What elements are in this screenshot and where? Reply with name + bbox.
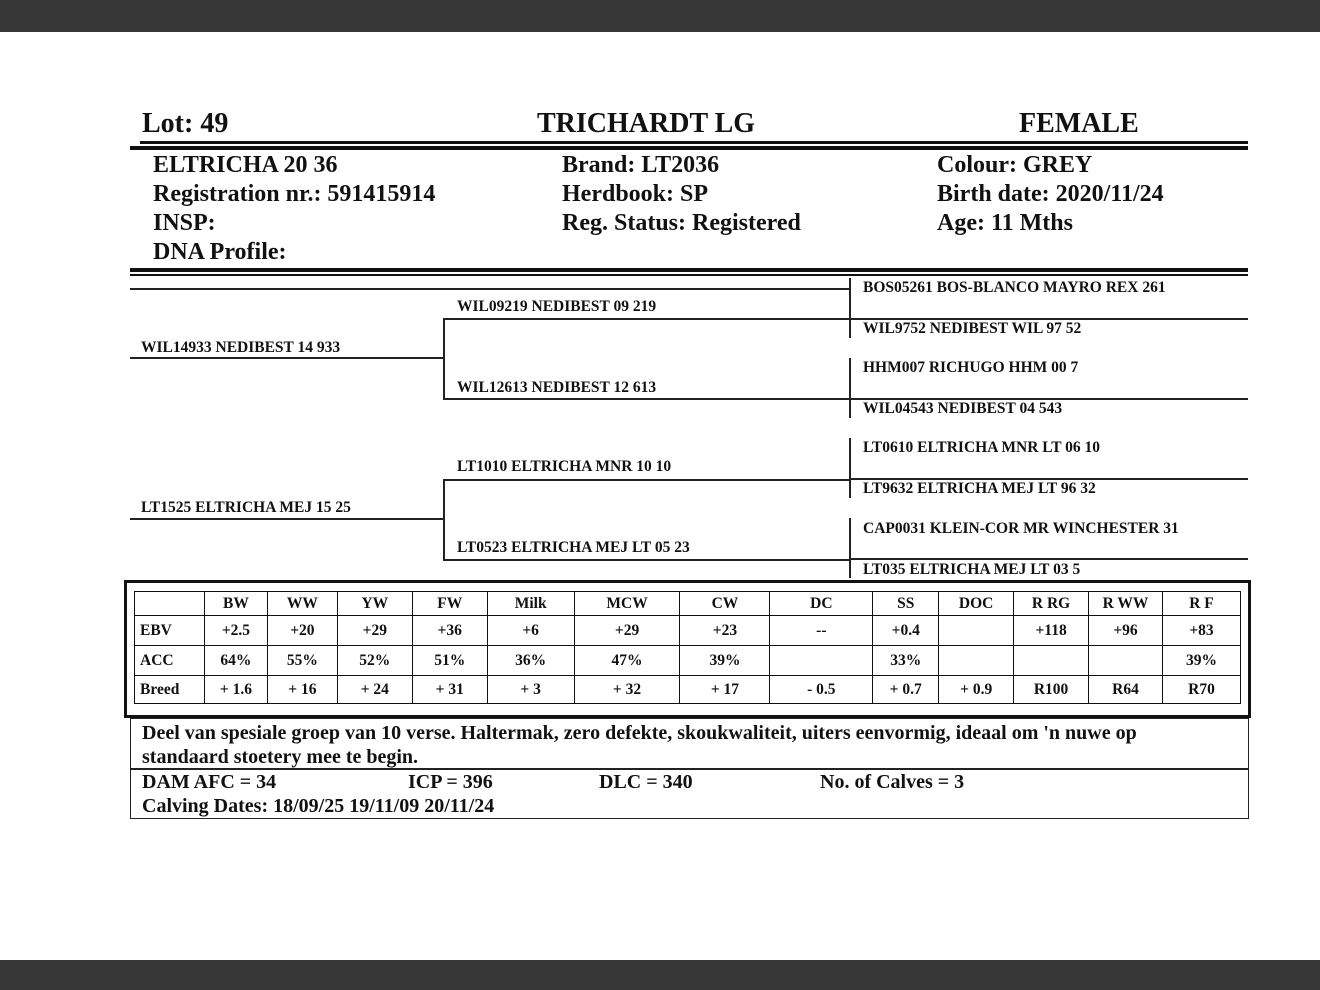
breed-cell: R100 — [1014, 676, 1089, 704]
breed-cell: R70 — [1162, 676, 1240, 704]
ebv-row-label: EBV — [135, 616, 205, 646]
acc-cell: 33% — [873, 646, 939, 676]
dam-name: LT1525 ELTRICHA MEJ 15 25 — [141, 499, 351, 516]
info-rule-2 — [130, 274, 1248, 276]
ped-dam-connector — [443, 479, 445, 560]
ped-sire-connector — [443, 318, 445, 399]
ebv-cell: +96 — [1089, 616, 1163, 646]
ped-sire-line — [130, 357, 444, 359]
acc-row — [135, 646, 1241, 676]
ebv-cell: +0.4 — [873, 616, 939, 646]
breed-cell: + 1.6 — [204, 676, 267, 704]
colour-label: Colour: GREY — [937, 152, 1093, 178]
acc-cell — [770, 646, 873, 676]
acc-cell: 55% — [267, 646, 337, 676]
ped-sire-dam-line — [443, 398, 850, 400]
ped-ggp-line-4 — [849, 558, 1248, 560]
ebv-table — [134, 591, 1241, 704]
ebv-col-header: DOC — [939, 592, 1014, 616]
ggp-3: HHM007 RICHUGO HHM 00 7 — [863, 359, 1079, 376]
ebv-col-header: FW — [412, 592, 487, 616]
ebv-cell: +29 — [337, 616, 412, 646]
ebv-col-header: R RG — [1014, 592, 1089, 616]
ebv-header-row — [135, 592, 1241, 616]
ebv-cell: -- — [770, 616, 873, 646]
breed-row-label: Breed — [135, 676, 205, 704]
breeder-name: TRICHARDT LG — [537, 108, 756, 139]
ebv-cell: +118 — [1014, 616, 1089, 646]
acc-cell — [1014, 646, 1089, 676]
breed-cell: + 16 — [267, 676, 337, 704]
dam-sire-name: LT1010 ELTRICHA MNR 10 10 — [457, 458, 672, 475]
ebv-col-header: MCW — [574, 592, 680, 616]
calves-count: No. of Calves = 3 — [820, 771, 965, 793]
ggp-6: LT9632 ELTRICHA MEJ LT 96 32 — [863, 480, 1096, 497]
ebv-col-header: BW — [204, 592, 267, 616]
acc-cell — [939, 646, 1014, 676]
ebv-col-header: R F — [1162, 592, 1240, 616]
brand-label: Brand: LT2036 — [562, 152, 720, 178]
ebv-cell: +2.5 — [204, 616, 267, 646]
ebv-col-header: Milk — [487, 592, 574, 616]
ggp-5: LT0610 ELTRICHA MNR LT 06 10 — [863, 439, 1101, 456]
sire-name: WIL14933 NEDIBEST 14 933 — [141, 339, 341, 356]
ggp-7: CAP0031 KLEIN-COR MR WINCHESTER 31 — [863, 520, 1179, 537]
ped-sire-sire-line — [443, 318, 850, 320]
header-rule-2 — [130, 146, 1248, 150]
acc-cell: 39% — [680, 646, 770, 676]
ebv-col-header: SS — [873, 592, 939, 616]
calving-dates: Calving Dates: 18/09/25 19/11/09 20/11/24 — [142, 795, 495, 817]
age-label: Age: 11 Mths — [937, 210, 1073, 236]
ebv-cell: +83 — [1162, 616, 1240, 646]
ped-top-line — [130, 288, 850, 290]
ped-ggp-connector-2 — [849, 358, 851, 418]
breed-cell: - 0.5 — [770, 676, 873, 704]
ped-dam-sire-line — [443, 479, 850, 481]
ped-ggp-connector-1 — [849, 278, 851, 338]
ebv-cell — [939, 616, 1014, 646]
sire-sire-name: WIL09219 NEDIBEST 09 219 — [457, 298, 657, 315]
dlc-value: DLC = 340 — [599, 771, 693, 793]
acc-cell: 47% — [574, 646, 680, 676]
acc-cell: 51% — [412, 646, 487, 676]
ped-dam-dam-line — [443, 559, 850, 561]
acc-cell: 52% — [337, 646, 412, 676]
ebv-col-header: YW — [337, 592, 412, 616]
ebv-cell: +36 — [412, 616, 487, 646]
info-rule-1 — [130, 268, 1248, 272]
ggp-2: WIL9752 NEDIBEST WIL 97 52 — [863, 320, 1082, 337]
birth-date-label: Birth date: 2020/11/24 — [937, 181, 1164, 207]
acc-cell — [1089, 646, 1163, 676]
dam-afc: DAM AFC = 34 — [142, 771, 277, 793]
breed-cell: + 3 — [487, 676, 574, 704]
ggp-1: BOS05261 BOS-BLANCO MAYRO REX 261 — [863, 279, 1166, 296]
ebv-row — [135, 616, 1241, 646]
top-bar — [0, 0, 1320, 32]
lot-number: Lot: 49 — [142, 108, 229, 139]
sex-label: FEMALE — [1019, 108, 1139, 139]
ebv-cell: +29 — [574, 616, 680, 646]
breed-cell: + 0.9 — [939, 676, 1014, 704]
herdbook-label: Herdbook: SP — [562, 181, 709, 207]
ped-ggp-connector-3 — [849, 438, 851, 498]
ebv-cell: +23 — [680, 616, 770, 646]
comment-line-2: standaard stoetery mee te begin. — [142, 746, 419, 768]
icp-value: ICP = 396 — [408, 771, 493, 793]
breed-cell: + 31 — [412, 676, 487, 704]
ped-ggp-connector-4 — [849, 518, 851, 578]
ebv-col-header: WW — [267, 592, 337, 616]
comment-line-1: Deel van spesiale groep van 10 verse. Haltermak, zero defekte, skoukwaliteit, uiters eenvormig, ideaal om 'n nuwe op — [142, 722, 1137, 744]
breed-cell: + 0.7 — [873, 676, 939, 704]
ebv-col-header: DC — [770, 592, 873, 616]
reg-status-label: Reg. Status: Registered — [562, 210, 801, 236]
breed-cell: + 32 — [574, 676, 680, 704]
registration-number: Registration nr.: 591415914 — [153, 181, 436, 207]
bottom-bar — [0, 960, 1320, 990]
acc-cell: 36% — [487, 646, 574, 676]
acc-row-label: ACC — [135, 646, 205, 676]
ebv-cell: +20 — [267, 616, 337, 646]
dam-dam-name: LT0523 ELTRICHA MEJ LT 05 23 — [457, 539, 690, 556]
insp-label: INSP: — [153, 210, 216, 236]
animal-name: ELTRICHA 20 36 — [153, 152, 338, 178]
ggp-8: LT035 ELTRICHA MEJ LT 03 5 — [863, 561, 1081, 578]
breed-cell: R64 — [1089, 676, 1163, 704]
ebv-cell: +6 — [487, 616, 574, 646]
breed-row — [135, 676, 1241, 704]
ebv-col-header — [135, 592, 205, 616]
acc-cell: 64% — [204, 646, 267, 676]
ggp-4: WIL04543 NEDIBEST 04 543 — [863, 400, 1063, 417]
sire-dam-name: WIL12613 NEDIBEST 12 613 — [457, 379, 657, 396]
ebv-col-header: CW — [680, 592, 770, 616]
acc-cell: 39% — [1162, 646, 1240, 676]
breed-cell: + 17 — [680, 676, 770, 704]
ebv-col-header: R WW — [1089, 592, 1163, 616]
header-rule-1 — [140, 141, 1248, 144]
ped-dam-line — [130, 518, 444, 520]
dna-profile-label: DNA Profile: — [153, 239, 287, 265]
breed-cell: + 24 — [337, 676, 412, 704]
